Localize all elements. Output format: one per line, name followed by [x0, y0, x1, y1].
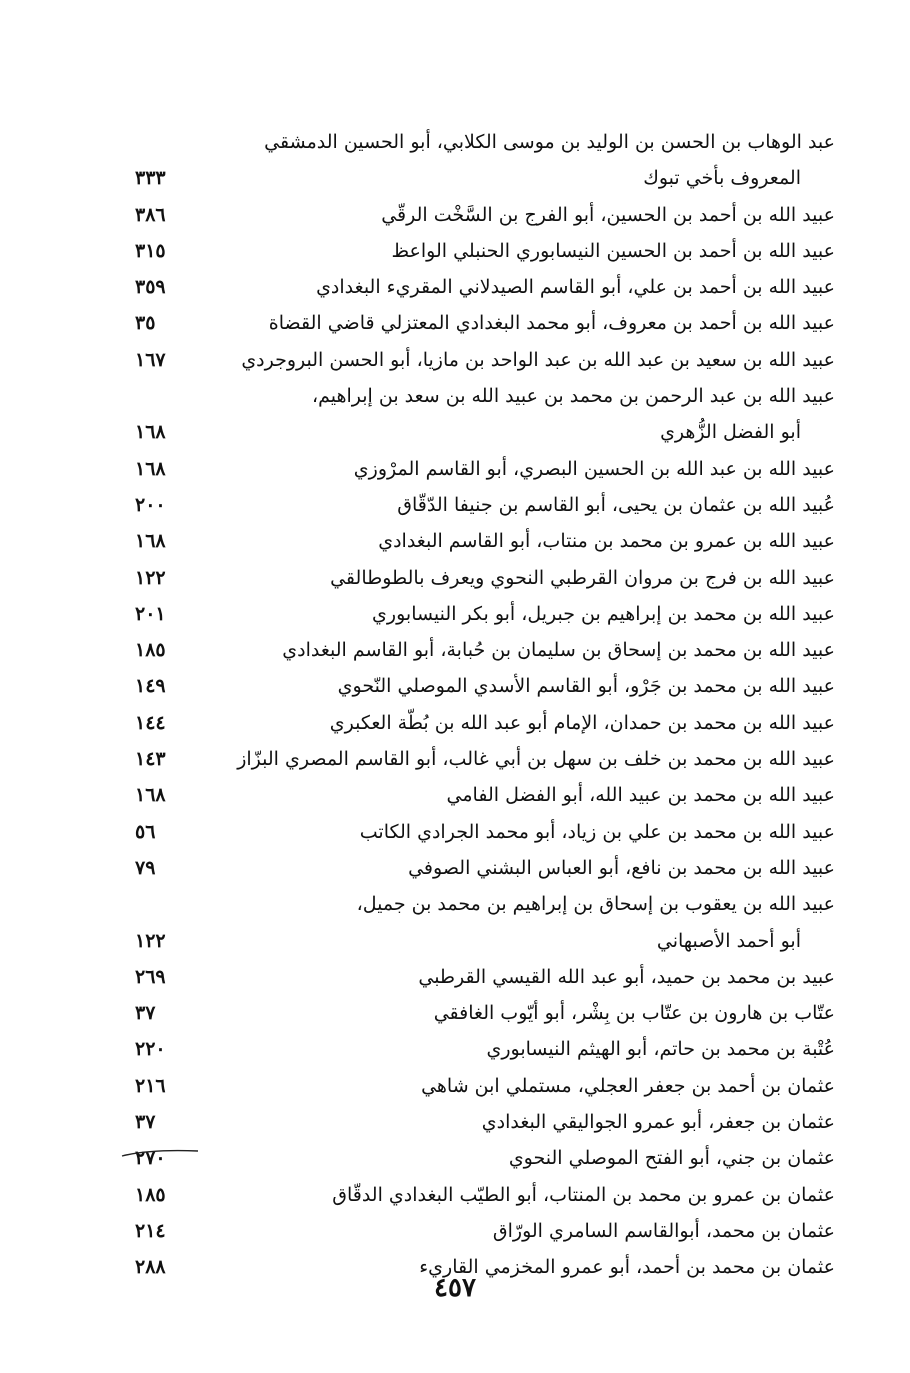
index-entry — [135, 886, 835, 922]
entry-page-number: ١٨٥ — [135, 1183, 166, 1206]
entry-page-number: ٥٦ — [135, 820, 156, 843]
entry-name: عبيد الله بن محمد بن خلف بن سهل بن أبي غالب، أبو القاسم المصري البزّاز — [237, 748, 835, 771]
index-entry — [135, 305, 835, 341]
entry-name: أبو أحمد الأصبهاني — [656, 929, 801, 952]
entry-name: عبيد الله بن عبد الرحمن بن محمد بن عبيد الله بن سعد بن إبراهيم، — [311, 385, 835, 408]
index-entry — [135, 596, 835, 632]
index-list — [135, 124, 835, 1286]
entry-name: عبيد الله بن عبد الله بن الحسين البصري، أبو القاسم المرْوزي — [353, 457, 835, 480]
entry-name: عبيد الله بن محمد بن حمدان، الإمام أبو عبد الله بن بُطّة العكبري — [329, 711, 835, 734]
index-entry — [135, 923, 835, 959]
entry-name: عثمان بن محمد بن أحمد، أبو عمرو المخزمي القاريء — [419, 1256, 835, 1279]
entry-page-number: ٢٦٩ — [135, 965, 166, 988]
index-entry — [135, 1068, 835, 1104]
index-entry — [135, 487, 835, 523]
index-entry — [135, 668, 835, 704]
entry-page-number: ٣٥٩ — [135, 276, 166, 299]
entry-name: عبيد الله بن يعقوب بن إسحاق بن إبراهيم بن محمد بن جميل، — [356, 893, 835, 916]
entry-name: عبيد الله بن محمد بن إبراهيم بن جبريل، أبو بكر النيسابوري — [372, 602, 835, 625]
index-entry — [135, 741, 835, 777]
index-entry — [135, 523, 835, 559]
entry-name: عبيد الله بن أحمد بن علي، أبو القاسم الصيدلاني المقريء البغدادي — [316, 276, 835, 299]
index-entry — [135, 451, 835, 487]
entry-name: عثمان بن محمد، أبوالقاسم السامري الورّاق — [492, 1219, 835, 1242]
index-entry — [135, 342, 835, 378]
entry-page-number: ٣٧ — [135, 1002, 156, 1025]
entry-name: عبيد الله بن أحمد بن الحسين النيسابوري الحنبلي الواعظ — [391, 239, 835, 262]
entry-name: عبيد الله بن أحمد بن الحسين، أبو الفرج بن السَّخْت الرقّي — [381, 203, 835, 226]
entry-page-number: ١٦٨ — [135, 530, 166, 553]
entry-page-number: ٣٨٦ — [135, 203, 166, 226]
entry-page-number: ١٨٥ — [135, 639, 166, 662]
index-entry — [135, 160, 835, 196]
entry-page-number: ٣٥ — [135, 312, 156, 335]
entry-name: عثمان بن جني، أبو الفتح الموصلي النحوي — [508, 1147, 835, 1170]
index-entry — [135, 560, 835, 596]
index-entry — [135, 269, 835, 305]
entry-page-number: ١٦٨ — [135, 421, 166, 444]
entry-page-number: ٢٧٠ — [135, 1147, 166, 1170]
entry-name: عبيد الله بن أحمد بن معروف، أبو محمد البغدادي المعتزلي قاضي القضاة — [268, 312, 835, 335]
index-entry — [135, 1104, 835, 1140]
page-number: ٤٥٧ — [434, 1273, 476, 1303]
entry-name: عثمان بن جعفر، أبو عمرو الجواليقي البغدادي — [481, 1111, 835, 1134]
entry-name: عبيد الله بن سعيد بن عبد الله بن عبد الواحد بن مازيا، أبو الحسن البروجردي — [241, 348, 835, 371]
entry-page-number: ١٤٣ — [135, 748, 166, 771]
entry-page-number: ٢٨٨ — [135, 1256, 166, 1279]
entry-name: عثمان بن أحمد بن جعفر العجلي، مستملي ابن شاهي — [421, 1074, 835, 1097]
index-entry — [135, 197, 835, 233]
entry-name: عُتْبة بن محمد بن حاتم، أبو الهيثم النيسابوري — [486, 1038, 835, 1061]
index-entry — [135, 414, 835, 450]
entry-page-number: ١٦٨ — [135, 784, 166, 807]
entry-page-number: ١٦٨ — [135, 457, 166, 480]
entry-name: عبيد الله بن محمد بن نافع، أبو العباس البشني الصوفي — [408, 856, 835, 879]
entry-name: عبيد الله بن محمد بن عبيد الله، أبو الفضل الفامي — [446, 784, 835, 807]
index-entry — [135, 233, 835, 269]
handwritten-pen-mark — [120, 1147, 200, 1159]
entry-page-number: ٢٠٠ — [135, 493, 166, 516]
entry-page-number: ٢١٦ — [135, 1074, 166, 1097]
index-entry — [135, 632, 835, 668]
entry-name: أبو الفضل الزُّهري — [660, 421, 801, 444]
index-entry — [135, 814, 835, 850]
entry-name: عبيد الله بن محمد بن علي بن زياد، أبو محمد الجرادي الكاتب — [359, 820, 835, 843]
entry-name: عبيد الله بن فرج بن مروان القرطبي النحوي ويعرف بالطوطالقي — [330, 566, 835, 589]
index-entry — [135, 995, 835, 1031]
entry-page-number: ٣٧ — [135, 1111, 156, 1134]
index-entry — [135, 1140, 835, 1176]
entry-page-number: ٣٣٣ — [135, 167, 166, 190]
index-entry — [135, 1213, 835, 1249]
entry-page-number: ٢٠١ — [135, 602, 166, 625]
entry-name: عتّاب بن هارون بن عتّاب بن بِشْر، أبو أيّوب الغافقي — [433, 1002, 835, 1025]
entry-name: عُبيد الله بن عثمان بن يحيى، أبو القاسم بن جنيفا الدّقّاق — [397, 493, 835, 516]
entry-page-number: ١٤٤ — [135, 711, 166, 734]
index-entry — [135, 705, 835, 741]
entry-name: عبد الوهاب بن الحسن بن الوليد بن موسى الكلابي، أبو الحسين الدمشقي — [264, 131, 835, 153]
index-entry — [135, 777, 835, 813]
entry-page-number: ٣١٥ — [135, 239, 166, 262]
entry-name: عبيد بن محمد بن حميد، أبو عبد الله القيسي القرطبي — [418, 965, 835, 988]
entry-name: عثمان بن عمرو بن محمد بن المنتاب، أبو الطيّب البغدادي الدقّاق — [332, 1183, 835, 1206]
index-entry — [135, 850, 835, 886]
entry-name: عبيد الله بن محمد بن جَرْو، أبو القاسم الأسدي الموصلي النّحوي — [337, 675, 835, 698]
index-entry — [135, 124, 835, 160]
index-entry — [135, 1031, 835, 1067]
entry-name: عبيد الله بن عمرو بن محمد بن منتاب، أبو القاسم البغدادي — [378, 530, 835, 553]
index-entry — [135, 1177, 835, 1213]
entry-page-number: ١٢٢ — [135, 566, 166, 589]
entry-name: المعروف بأخي تبوك — [643, 167, 801, 190]
entry-page-number: ٢٢٠ — [135, 1038, 166, 1061]
entry-page-number: ٢١٤ — [135, 1219, 166, 1242]
index-entry — [135, 378, 835, 414]
entry-page-number: ١٤٩ — [135, 675, 166, 698]
index-entry — [135, 959, 835, 995]
entry-page-number: ٧٩ — [135, 856, 156, 879]
entry-name: عبيد الله بن محمد بن إسحاق بن سليمان بن حُبابة، أبو القاسم البغدادي — [282, 639, 835, 662]
entry-page-number: ١٦٧ — [135, 348, 166, 371]
entry-page-number: ١٢٢ — [135, 929, 166, 952]
